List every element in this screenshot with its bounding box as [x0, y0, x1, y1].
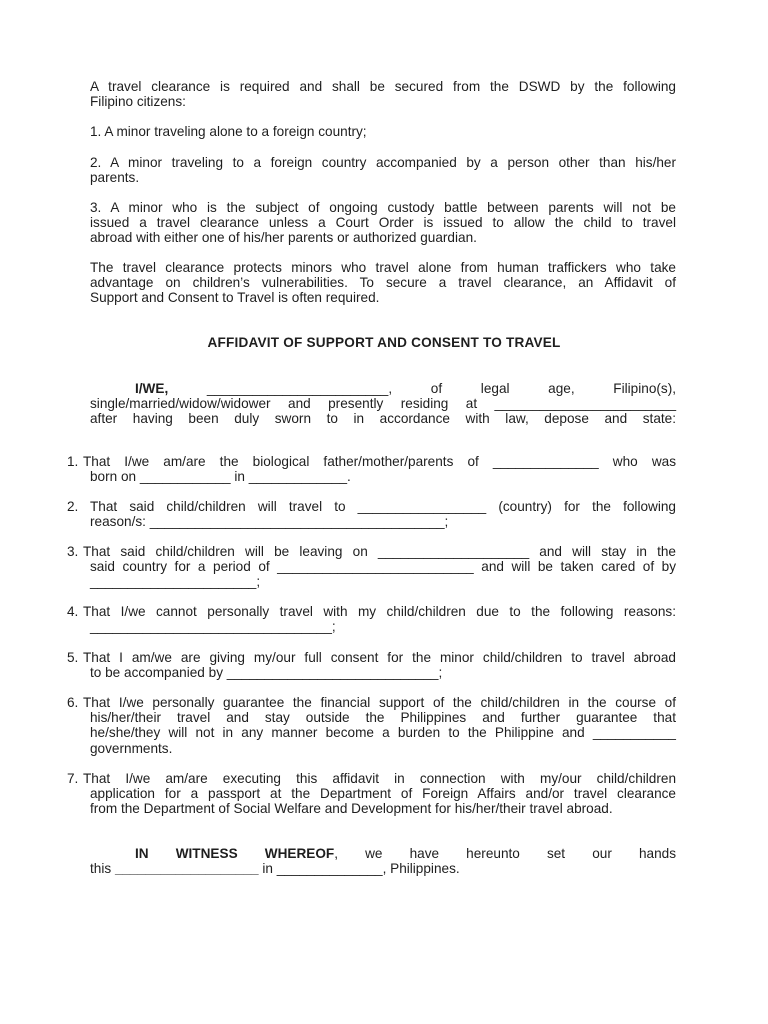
clause-number: 6.: [67, 695, 79, 710]
name-blank: ________________________: [206, 381, 389, 396]
requirement-line: parents.: [90, 170, 140, 186]
clause-line: to be accompanied by ____________________________;: [90, 665, 443, 681]
clause-number: 5.: [67, 650, 79, 665]
clause-line: said country for a period of __________________________ and will be taken cared of by: [90, 559, 676, 575]
iwe-label: I/WE,: [135, 381, 169, 396]
clause-7: [83, 771, 676, 817]
clause-1: [83, 454, 676, 484]
opening-line-2: single/married/widow/widower and presently residing at ________________________: [90, 396, 676, 412]
witness-line-1: [90, 846, 676, 861]
clause-6: [83, 695, 676, 756]
intro-line: Filipino citizens:: [90, 94, 186, 110]
intro-line: advantage on children’s vulnerabilities. To secure a travel clearance, an Affidavit of: [90, 275, 676, 291]
clause-number: 7.: [67, 771, 79, 786]
clause-5: [83, 650, 676, 680]
date-blank: ___________________: [114, 861, 259, 877]
opening-line-1: [90, 381, 676, 396]
clause-line: his/her/their travel and stay outside the Philippines and further guarantee that: [90, 710, 676, 726]
clause-line: application for a passport at the Department of Foreign Affairs and/or travel clearance: [90, 786, 676, 802]
witness-rest: , we have hereunto set our hands: [334, 846, 676, 861]
intro-line: Support and Consent to Travel is often required.: [90, 290, 380, 306]
requirement-line: 2. A minor traveling to a foreign country accompanied by a person other than his/her: [90, 155, 676, 170]
clause-number: 3.: [67, 544, 79, 559]
clause-line: he/she/they will not in any manner become a burden to the Philippine and ___________: [90, 725, 676, 741]
clause-line: That I/we cannot personally travel with my child/children due to the following reasons:: [83, 604, 676, 619]
clause-number: 2.: [67, 499, 79, 514]
clause-line: born on ____________ in _____________.: [90, 469, 351, 485]
opening-paragraph: [90, 381, 676, 427]
witness-place: in ______________, Philippines.: [258, 861, 460, 877]
clause-line: governments.: [90, 740, 173, 756]
clause-3: [83, 544, 676, 590]
requirement-item-3: [90, 200, 676, 246]
clause-4: [83, 604, 676, 634]
witness-heading: IN WITNESS WHEREOF: [135, 846, 335, 861]
clause-line: That I/we am/are executing this affidavit in connection with my/our child/children: [83, 771, 676, 786]
clause-line: That I/we personally guarantee the financial support of the child/children in the course of: [83, 695, 676, 710]
requirement-line: 3. A minor who is the subject of ongoing custody battle between parents will not be: [90, 200, 676, 215]
affidavit-title: AFFIDAVIT OF SUPPORT AND CONSENT TO TRAVEL: [207, 335, 561, 350]
intro-paragraph-2: [90, 260, 676, 306]
clause-line: ______________________;: [90, 574, 261, 590]
requirement-line: issued a travel clearance unless a Court Order is issued to allow the child to travel: [90, 215, 676, 231]
opening-rest: , of legal age, Filipino(s),: [388, 381, 677, 396]
clause-2: [90, 499, 676, 529]
clause-line: from the Department of Social Welfare and Development for his/her/their travel abroad.: [90, 801, 613, 817]
clause-line: That said child/children will be leaving on ____________________ and will stay in the: [83, 544, 676, 559]
witness-paragraph: [90, 846, 676, 876]
requirement-line: abroad with either one of his/her parents or authorized guardian.: [90, 230, 477, 246]
clause-line: reason/s: _______________________________________;: [90, 514, 449, 530]
clause-line: That I/we am/are the biological father/mother/parents of ______________ who was: [83, 454, 676, 469]
opening-line-3: after having been duly sworn to in accordance with law, depose and state:: [90, 411, 676, 427]
witness-line-2: [90, 861, 676, 876]
clause-line: That said child/children will travel to _________________ (country) for the following: [90, 499, 676, 514]
clause-line: That I am/we are giving my/our full consent for the minor child/children to travel abroad: [83, 650, 676, 665]
intro-paragraph: [90, 79, 676, 109]
requirement-item-2: [90, 155, 676, 185]
intro-line: The travel clearance protects minors who travel alone from human traffickers who take: [90, 260, 676, 275]
intro-line: A travel clearance is required and shall be secured from the DSWD by the following: [90, 79, 676, 94]
clause-line: ________________________________;: [90, 619, 336, 635]
clause-number: 1.: [67, 454, 79, 469]
witness-this: this: [90, 861, 112, 877]
requirement-line: 1. A minor traveling alone to a foreign country;: [90, 124, 367, 139]
requirement-item-1: [90, 124, 676, 139]
clause-number: 4.: [67, 604, 79, 619]
